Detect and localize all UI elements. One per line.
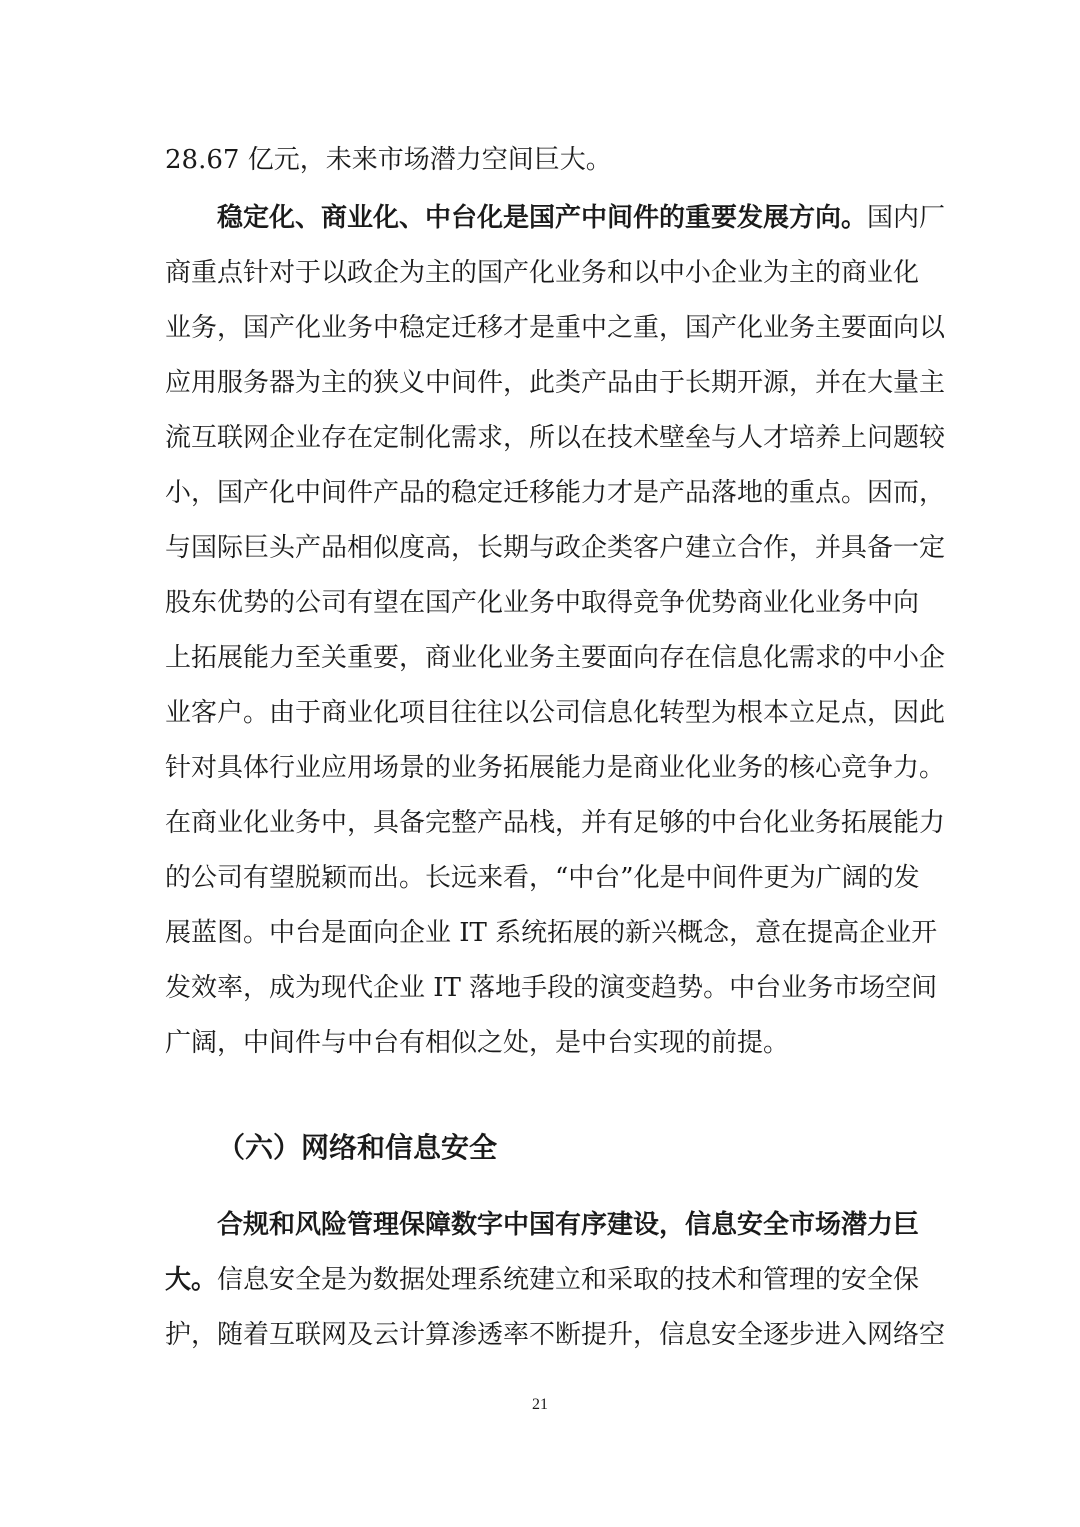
paragraph-line: 针对具体行业应用场景的业务拓展能力是商业化业务的核心竞争力。 <box>165 753 946 783</box>
paragraph-lead-rest: 信息安全是为数据处理系统建立和采取的技术和管理的安全保 <box>217 1265 920 1295</box>
paragraph-bold-lead: 合规和风险管理保障数字中国有序建设，信息安全市场潜力巨 <box>217 1210 920 1240</box>
paragraph-line: 应用服务器为主的狭义中间件，此类产品由于长期开源，并在大量主 <box>165 368 946 398</box>
paragraph-line: 业务，国产化业务中稳定迁移才是重中之重，国产化业务主要面向以 <box>165 313 946 343</box>
paragraph-line: 护，随着互联网及云计算渗透率不断提升，信息安全逐步进入网络空 <box>165 1320 946 1350</box>
paragraph-line: 商重点针对于以政企为主的国产化业务和以中小企业为主的商业化 <box>165 258 920 288</box>
paragraph-line: 的公司有望脱颖而出。长远来看，“中台”化是中间件更为广阔的发 <box>165 863 920 893</box>
paragraph-line: 展蓝图。中台是面向企业 IT 系统拓展的新兴概念，意在提高企业开 <box>165 918 938 948</box>
paragraph-line: 在商业化业务中，具备完整产品栈，并有足够的中台化业务拓展能力 <box>165 808 946 838</box>
paragraph-line: 流互联网企业存在定制化需求，所以在技术壁垒与人才培养上问题较 <box>165 423 946 453</box>
paragraph-line: 28.67 亿元，未来市场潜力空间巨大。 <box>165 145 612 175</box>
section-heading: （六）网络和信息安全 <box>217 1131 498 1164</box>
paragraph-bold-lead: 大。 <box>165 1265 218 1295</box>
paragraph-line: 业客户。由于商业化项目往往以公司信息化转型为根本立足点，因此 <box>165 698 946 728</box>
paragraph-line: 广阔，中间件与中台有相似之处，是中台实现的前提。 <box>165 1028 790 1058</box>
paragraph-line: 小，国产化中间件产品的稳定迁移能力才是产品落地的重点。因而， <box>165 478 946 508</box>
paragraph-lead-line <box>165 1262 920 1298</box>
paragraph-bold-lead: 稳定化、商业化、中台化是国产中间件的重要发展方向。 <box>217 203 868 233</box>
paragraph-lead-rest: 国内厂 <box>867 203 946 233</box>
paragraph-line: 与国际巨头产品相似度高，长期与政企类客户建立合作，并具备一定 <box>165 533 946 563</box>
paragraph-line: 上拓展能力至关重要，商业化业务主要面向存在信息化需求的中小企 <box>165 643 946 673</box>
paragraph-line: 股东优势的公司有望在国产化业务中取得竞争优势商业化业务中向 <box>165 588 920 618</box>
page-number: 21 <box>532 1396 548 1413</box>
paragraph-lead-line <box>217 200 946 236</box>
paragraph-line: 发效率，成为现代企业 IT 落地手段的演变趋势。中台业务市场空间 <box>165 973 938 1003</box>
